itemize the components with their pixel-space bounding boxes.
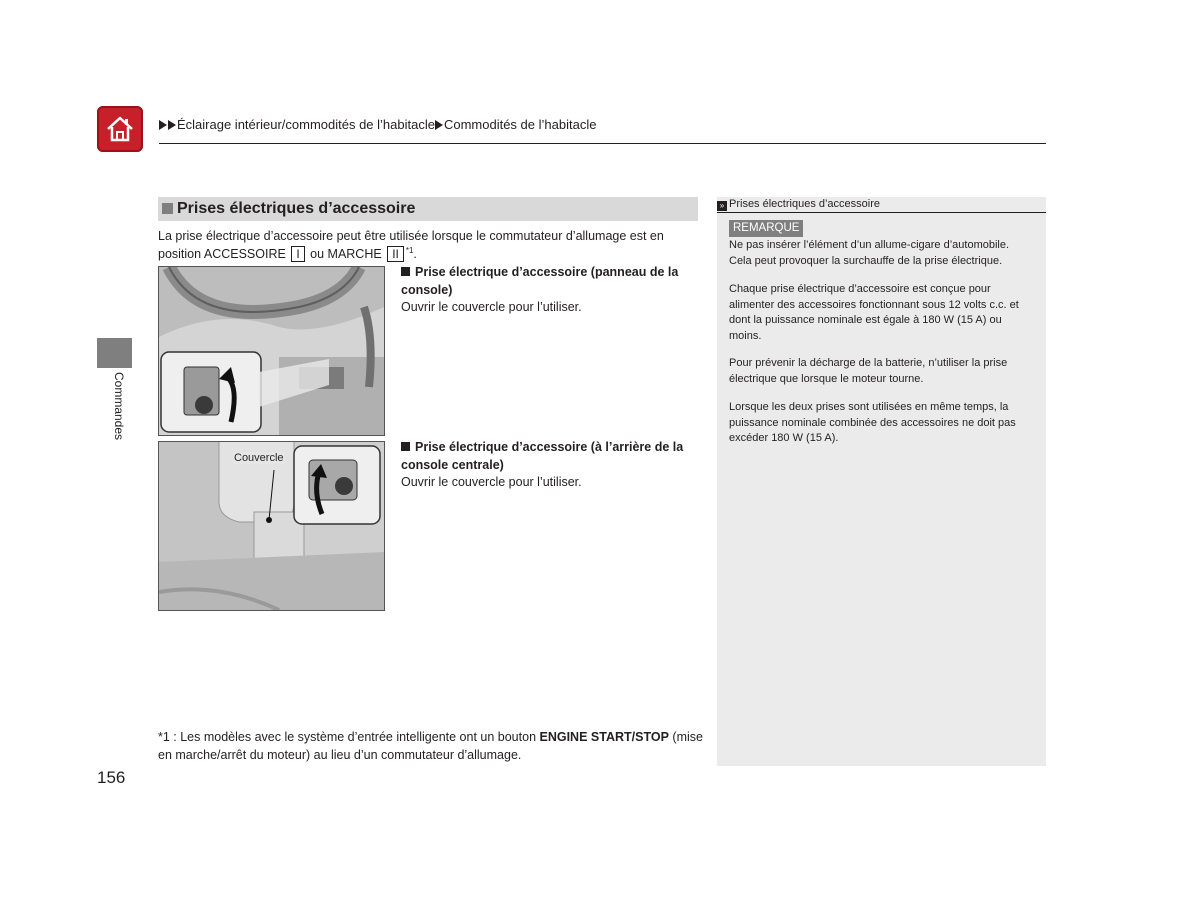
side-note-title: Prises électriques d’accessoire xyxy=(729,198,881,210)
square-bullet-icon xyxy=(401,267,410,276)
square-bullet-icon xyxy=(401,442,410,451)
item-1-text: Ouvrir le couvercle pour l’utiliser. xyxy=(401,300,582,314)
breadcrumb xyxy=(159,116,596,134)
item-1-heading xyxy=(401,263,701,299)
home-icon xyxy=(104,113,136,145)
cover-callout-label: Couvercle xyxy=(234,452,284,464)
side-note-paragraph: Lorsque les deux prises sont utilisées en même temps, la puissance nominale combinée des accessoires ne doit pas excéder 180 W (15 A). xyxy=(729,401,1016,444)
triangle-right-icon xyxy=(168,120,176,130)
header-divider xyxy=(159,143,1046,144)
footnote-prefix: *1 : Les modèles avec le système d’entrée intelligente ont un bouton xyxy=(158,730,537,744)
rear-console-illustration xyxy=(158,441,385,611)
intro-paragraph xyxy=(158,227,698,263)
console-panel-illustration xyxy=(158,266,385,436)
section-title: Prises électriques d’accessoire xyxy=(177,200,416,217)
footnote-ref[interactable]: *1 xyxy=(405,246,414,255)
item-2-title: Prise électrique d’accessoire (à l’arrière de la console centrale) xyxy=(401,440,684,472)
footnote-bold: ENGINE START/STOP xyxy=(539,730,669,744)
note-link-icon: » xyxy=(717,201,727,211)
item-1-title: Prise électrique d’accessoire (panneau de la console) xyxy=(401,265,679,297)
breadcrumb-link-1[interactable]: Éclairage intérieur/commodités de l’habitacle xyxy=(177,117,435,132)
footnote xyxy=(158,728,703,764)
home-button[interactable] xyxy=(97,106,143,152)
side-note-paragraph: Ne pas insérer l’élément d’un allume-cigare d’automobile. Cela peut provoquer la surchauffe de la prise électrique. xyxy=(729,239,1010,267)
intro-text-1: La prise électrique d’accessoire peut être utilisée lorsque le commutateur d’allumage est en position ACCESSOIRE xyxy=(158,229,664,261)
side-note-paragraph: Pour prévenir la décharge de la batterie, n’utiliser la prise électrique que lorsque le moteur tourne. xyxy=(729,357,1008,385)
chapter-tab-label: Commandes xyxy=(112,372,126,441)
footnote-suffix: (mise en marche/arrêt du moteur) au lieu d’un commutateur d’allumage. xyxy=(158,730,703,762)
triangle-right-icon xyxy=(435,120,443,130)
item-2-heading xyxy=(401,438,701,474)
chapter-tab[interactable] xyxy=(97,338,132,368)
side-note-paragraph: Chaque prise électrique d’accessoire est conçue pour alimenter des accessoires fonctionnant sous 12 volts c.c. et dont la puissance nominale est égale à 180 W (15 A) ou moins. xyxy=(729,283,1019,342)
intro-end: . xyxy=(413,247,417,261)
page-number: 156 xyxy=(97,768,126,787)
triangle-right-icon xyxy=(159,120,167,130)
section-square-icon xyxy=(162,203,173,214)
remark-badge: REMARQUE xyxy=(729,220,803,237)
intro-text-2: ou MARCHE xyxy=(310,247,382,261)
side-note-heading[interactable] xyxy=(717,197,1046,213)
item-2-text: Ouvrir le couvercle pour l’utiliser. xyxy=(401,475,582,489)
accessory-key-symbol: I xyxy=(291,246,304,262)
breadcrumb-link-2[interactable]: Commodités de l’habitacle xyxy=(443,117,597,132)
on-key-symbol: II xyxy=(387,246,404,262)
